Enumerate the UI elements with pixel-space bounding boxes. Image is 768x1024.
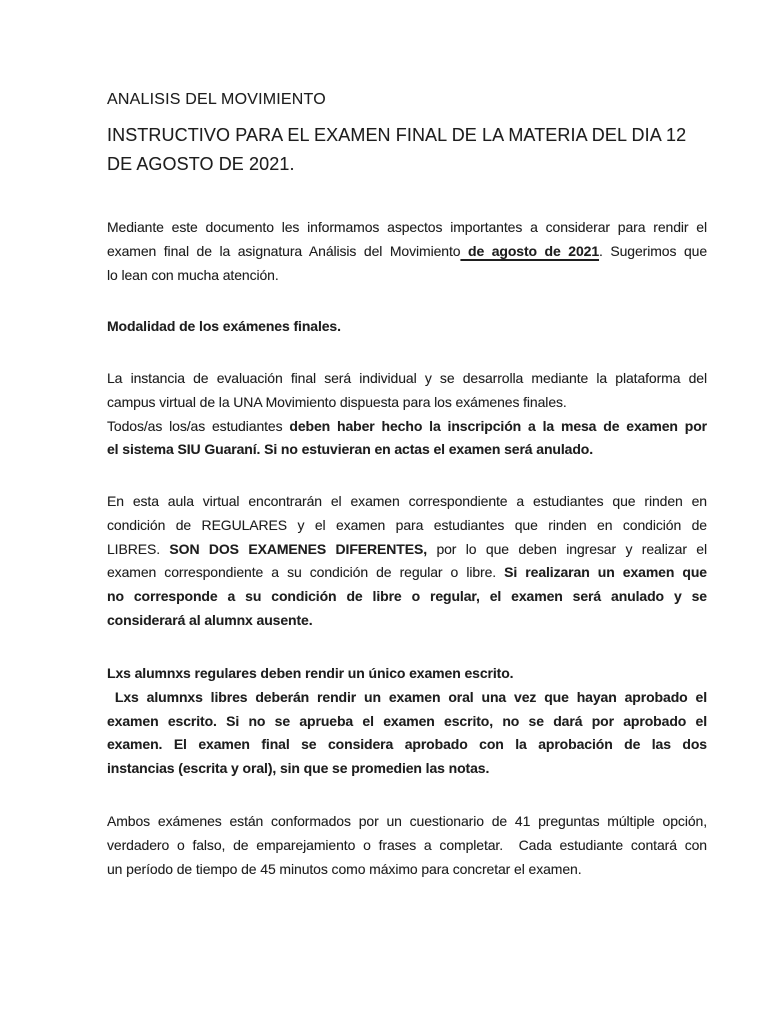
text-line [107, 834, 707, 858]
body-text: un período de tiempo de 45 minutos como máximo para concretar el examen. [107, 860, 582, 877]
aula-virtual-paragraph [107, 490, 707, 633]
bold-text: deben haber hecho la inscripción a la mesa de examen por [289, 417, 707, 434]
text-line [107, 391, 707, 415]
text-line [107, 264, 707, 288]
underlined-text: de agosto de 2021 [460, 242, 600, 259]
text-line [107, 415, 707, 439]
text-line [107, 315, 707, 339]
body-text: examen final de la asignatura Análisis del Movimiento [107, 242, 461, 259]
body-text: Mediante este documento les informamos aspectos importantes a considerar para rendir el [107, 219, 707, 235]
text-line [107, 710, 707, 734]
body-text: verdadero o falso, de emparejamiento o frases a completar. Cada estudiante contará con [107, 836, 707, 853]
bold-text: SON DOS EXAMENES DIFERENTES, [169, 540, 428, 557]
modalidad-heading [107, 315, 707, 339]
bold-text: instancias (escrita y oral), sin que se promedien las notas. [107, 760, 490, 777]
bold-text: considerará al alumnx ausente. [107, 611, 313, 628]
text-line [107, 585, 707, 609]
body-text: En esta aula virtual encontrarán el examen correspondiente a estudiantes que rinden en [107, 493, 707, 509]
body-text: LIBRES. [107, 540, 170, 557]
bold-text: el sistema SIU Guaraní. Si no estuvieran en actas el examen será anulado. [107, 441, 594, 458]
text-line [107, 757, 707, 781]
body-text: por lo que deben ingresar y realizar el [427, 540, 707, 557]
bold-text: Lxs alumnxs regulares deben rendir un único examen escrito. [107, 665, 514, 681]
alumnxs-paragraph [107, 662, 707, 781]
text-line [107, 538, 707, 562]
text-line [107, 733, 707, 757]
text-line [107, 367, 707, 391]
text-line [107, 858, 707, 882]
text-line [107, 514, 707, 538]
text-line [107, 662, 707, 686]
bold-text: Lxs alumnxs libres deberán rendir un examen oral una vez que hayan aprobado el [107, 688, 707, 705]
text-line [107, 438, 707, 462]
body-text: lo lean con mucha atención. [107, 266, 279, 283]
document-subtitle-line-2: DE AGOSTO DE 2021. [107, 154, 295, 174]
text-line [107, 216, 707, 240]
cuestionario-paragraph [107, 810, 707, 881]
text-line [107, 686, 707, 710]
body-text: Todos/as los/as estudiantes [107, 417, 290, 434]
text-line [107, 810, 707, 834]
bold-text: examen escrito. Si no se aprueba el examen escrito, no se dará por aprobado el [107, 712, 707, 729]
bold-text: Si realizaran un examen que [504, 564, 707, 581]
text-line [107, 609, 707, 633]
text-line [107, 561, 707, 585]
body-text: campus virtual de la UNA Movimiento dispuesta para los exámenes finales. [107, 393, 567, 410]
body-text: examen correspondiente a su condición de regular o libre. [107, 564, 505, 581]
instancia-paragraph [107, 367, 707, 462]
bold-text: Modalidad de los exámenes finales. [107, 318, 341, 334]
intro-paragraph [107, 216, 707, 287]
body-text: Ambos exámenes están conformados por un cuestionario de 41 preguntas múltiple opción, [107, 813, 707, 829]
bold-text: no corresponde a su condición de libre o regular, el examen será anulado y se [107, 588, 707, 605]
body-text: La instancia de evaluación final será individual y se desarrolla mediante la plataforma del [107, 370, 707, 386]
document-title: ANALISIS DEL MOVIMIENTO [107, 91, 326, 108]
body-text: . Sugerimos que [599, 242, 707, 259]
document-subtitle [107, 121, 707, 179]
body-text: condición de REGULARES y el examen para estudiantes que rinden en condición de [107, 516, 707, 533]
document-subtitle-line-1: INSTRUCTIVO PARA EL EXAMEN FINAL DE LA MATERIA DEL DIA 12 [107, 125, 687, 145]
text-line [107, 240, 707, 264]
text-line [107, 490, 707, 514]
bold-text: examen. El examen final se considera aprobado con la aprobación de las dos [107, 736, 707, 753]
